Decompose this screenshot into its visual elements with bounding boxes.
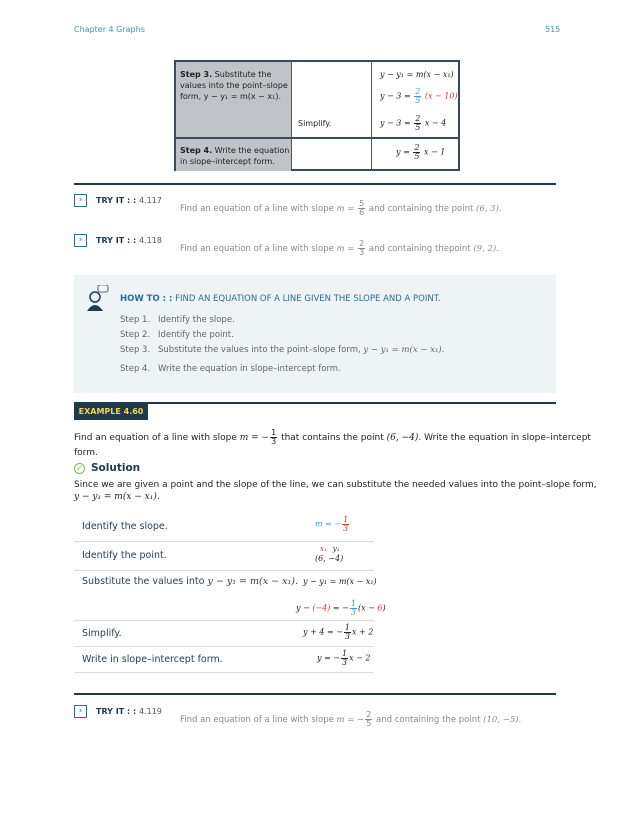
how-to-title: HOW TO : : FIND AN EQUATION OF A LINE GIVEN THE SLOPE AND A POINT. xyxy=(120,294,441,304)
person-icon xyxy=(84,285,110,313)
step3-simplify: Simplify. xyxy=(298,119,332,128)
step3-eq1: y − y₁ = m(x − x₁) xyxy=(380,70,454,79)
step3-text: Step 3. Substitute the values into the point–slope form, y − y₁ = m(x − x₁). xyxy=(180,70,288,101)
example-prompt: Find an equation of a line with slope m = − $\frac{1}{3}$ that contains the point (6, −4). Write the equation in slope–intercept xyxy=(74,428,591,446)
how-to-box: HOW TO : : FIND AN EQUATION OF A LINE GIVEN THE SLOPE AND A POINT. Step 1. Identify the slope. Step 2. Identify the point. Step 3. Substitute the values into the point–slope form, y − y₁ = m(x − x₁). Step 4. Write the equation in slope–intercept form. xyxy=(74,275,556,393)
try-it-4-119: › TRY IT : : 4.119 Find an equation of a line with slope m = − $\frac{2}{5}$ and containing the point (10, −5). xyxy=(74,705,556,725)
try-it-4-117: › TRY IT : : 4.117 Find an equation of a line with slope m = $\frac{5}{6}$ and containing the point (6, 3). xyxy=(74,194,556,214)
chevron-right-icon[interactable]: › xyxy=(74,234,87,247)
try-it-4-118: › TRY IT : : 4.118 Find an equation of a line with slope m = $\frac{2}{3}$ and containing thepoint (9, 2). xyxy=(74,234,556,254)
simplified-eq: y + 4 = − $\frac{1}{3}$ x + 2 xyxy=(303,623,374,641)
page-number: 515 xyxy=(545,25,561,34)
solution-text: Since we are given a point and the slope of the line, we can substitute the needed values into the point–slope form, xyxy=(74,480,597,490)
step3-eq2: y − 3 = $\frac{2}{5}$ (x − 10) xyxy=(380,87,458,105)
chapter-title: Chapter 4 Graphs xyxy=(74,25,145,34)
chevron-right-icon[interactable]: › xyxy=(74,194,87,207)
solution-table xyxy=(74,513,374,673)
check-circle-icon: ✓ xyxy=(74,463,85,474)
substitute-eq: y − y₁ = m(x − x₁) xyxy=(303,577,377,586)
step4-text: Step 4. Write the equation in slope–intercept form. xyxy=(180,146,290,166)
step3-eq3: y − 3 = $\frac{2}{5}$ x − 4 xyxy=(380,114,447,132)
step4-eq: y = $\frac{2}{5}$ x − 1 xyxy=(396,143,446,161)
chevron-right-icon[interactable]: › xyxy=(74,705,87,718)
substituted-eq: y − (−4) = − $\frac{1}{3}$ (x − 6) xyxy=(296,599,386,617)
solution-math: y − y₁ = m(x − x₁). xyxy=(74,492,160,502)
slope-value: m = − $\frac{1}{3}$ xyxy=(315,515,349,533)
example-badge: EXAMPLE 4.60 xyxy=(74,403,148,420)
solution-title: Solution xyxy=(91,462,141,474)
steps-table xyxy=(174,60,460,171)
point-value: x₁ y₁ (6, −4) xyxy=(315,545,344,563)
slope-intercept-eq: y = − $\frac{1}{3}$ x − 2 xyxy=(317,649,371,667)
